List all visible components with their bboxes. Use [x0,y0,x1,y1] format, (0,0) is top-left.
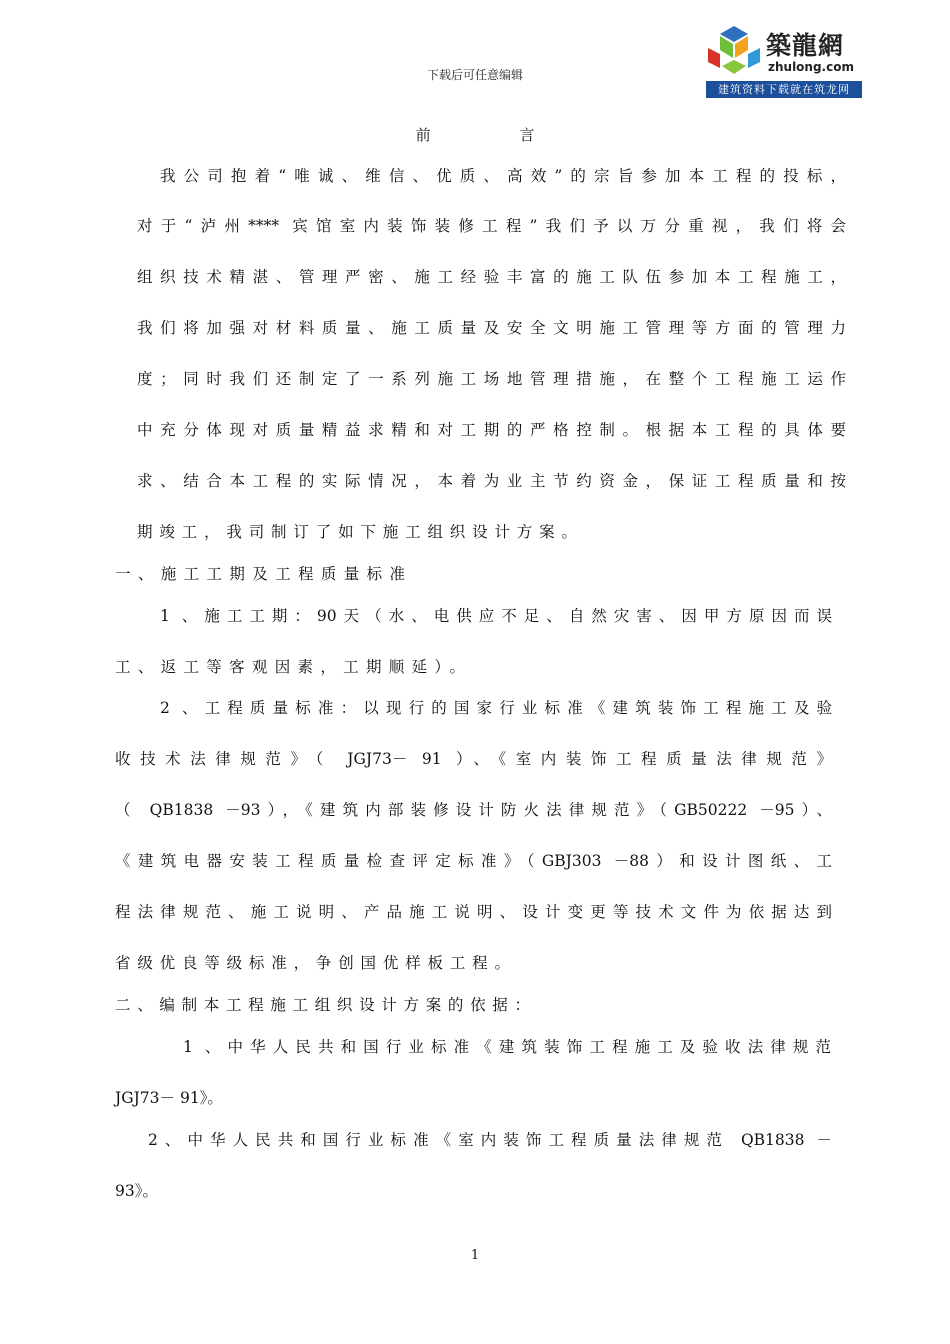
zhulong-logo[interactable] [704,22,864,100]
section-heading: 一、施工工期及工程质量标准 [115,565,405,583]
body-line: 中充分体现对质量精益求精和对工期的严格控制。根据本工程的具体要 [137,421,846,439]
section-heading: 二、编制本工程施工组织设计方案的依据： [115,996,530,1014]
body-line: 我公司抱着“唯诚、维信、优质、高效”的宗旨参加本工程的投标， [160,167,846,185]
body-line: 2、中华人民共和国行业标准《室内装饰工程质量法律规范 QB1838 － [148,1131,832,1149]
body-line: 93》。 [115,1182,158,1200]
page-title [0,124,950,145]
body-line: 1 、施工工期：90天（水、电供应不足、自然灾害、因甲方原因而误 [160,607,832,625]
body-line: JGJ73－ 91》。 [115,1089,223,1107]
body-line: （ QB1838 －93），《建筑内部装修设计防火法律规范》（GB50222 －95）、 [115,801,832,819]
body-line: 对于“泸州**** 宾馆室内装饰装修工程”我们予以万分重视，我们将会 [137,217,846,235]
body-line: 期竣工，我司制订了如下施工组织设计方案。 [137,523,577,541]
body-line: 度；同时我们还制定了一系列施工场地管理措施，在整个工程施工运作 [137,370,846,388]
body-line: 组织技术精湛、管理严密、施工经验丰富的施工队伍参加本工程施工， [137,268,846,286]
logo-banner: 建筑资料下载就在筑龙网 [706,81,862,98]
body-line: 1 、中华人民共和国行业标准《建筑装饰工程施工及验收法律规范 [183,1038,831,1056]
body-line: 程法律规范、施工说明、产品施工说明、设计变更等技术文件为依据达到 [115,903,832,921]
cube-logo-icon [704,22,764,80]
logo-brand: 築龍網 [766,31,845,60]
body-line: 求、结合本工程的实际情况，本着为业主节约资金，保证工程质量和按 [137,472,846,490]
header-note: 下载后可任意编辑 [426,68,523,82]
body-line: 省级优良等级标准，争创国优样板工程。 [115,954,510,972]
body-line: 工、返工等客观因素，工期顺延）。 [115,658,465,676]
body-line: 《建筑电器安装工程质量检查评定标准》（GBJ303 －88）和设计图纸、工 [115,852,832,870]
logo-domain: zhulong.com [768,60,854,74]
body-line: 收技术法律规范》（ JGJ73－ 91 ）、《室内装饰工程质量法律规范》 [115,750,832,768]
body-line: 我们将加强对材料质量、施工质量及安全文明施工管理等方面的管理力 [137,319,846,337]
title-left: 前 [415,126,431,144]
body-line: 2 、工程质量标准：以现行的国家行业标准《建筑装饰工程施工及验 [160,699,832,717]
title-right: 言 [519,126,535,144]
page-number: 1 [470,1248,480,1263]
